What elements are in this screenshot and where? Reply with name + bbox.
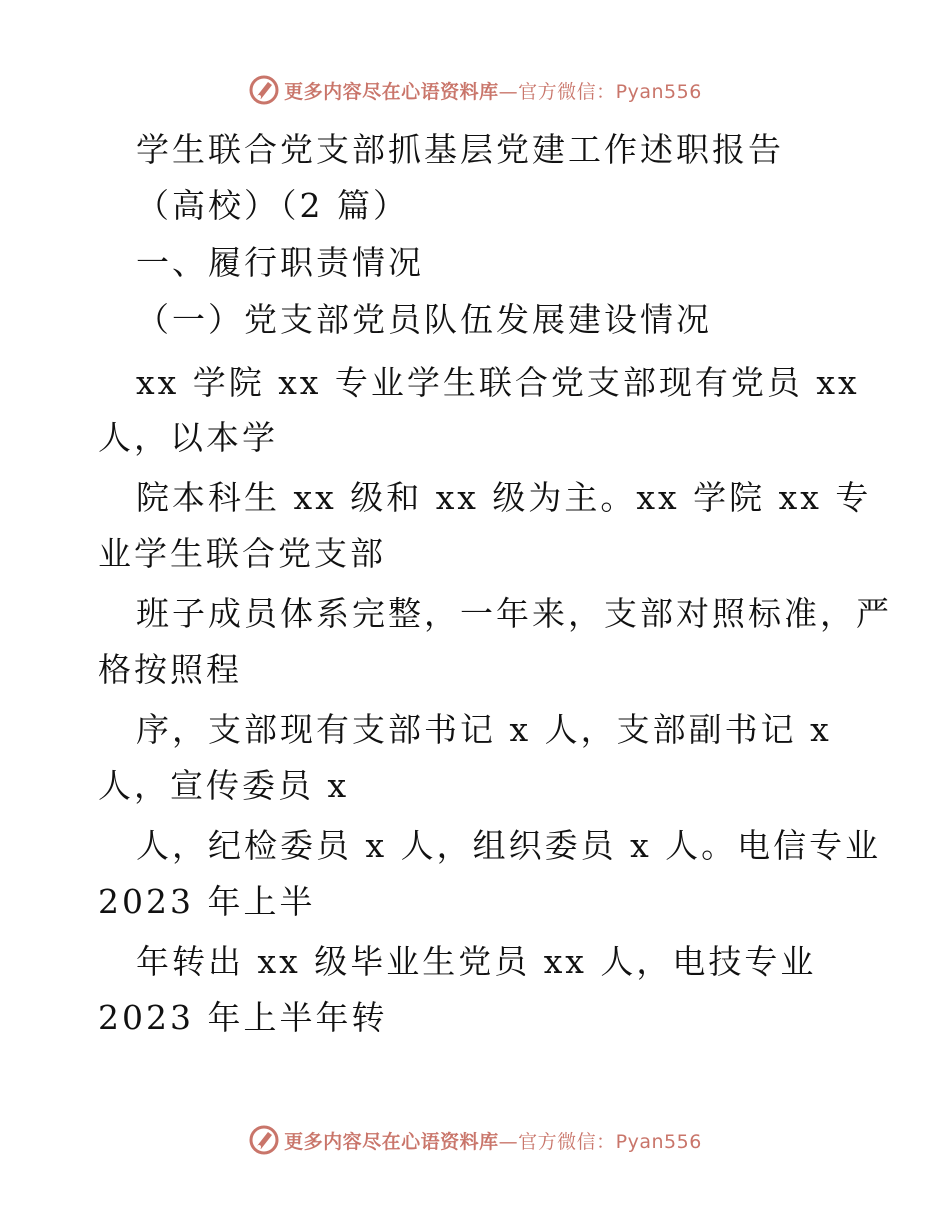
paragraph-line: 序，支部现有支部书记 x 人，支部副书记 x bbox=[136, 710, 832, 749]
watermark-text: 更多内容尽在心语资料库—官方微信：Pyan556 bbox=[284, 1130, 702, 1153]
pen-circle-logo-icon bbox=[248, 74, 280, 106]
paragraph-line: 格按照程 bbox=[98, 650, 242, 689]
paragraph-line: 人，以本学 bbox=[98, 418, 278, 457]
header-watermark bbox=[0, 70, 950, 110]
doc-title-line-2: （高校）（2 篇） bbox=[136, 186, 409, 225]
doc-title-line-1: 学生联合党支部抓基层党建工作述职报告 bbox=[136, 130, 784, 169]
paragraph-line: 2023 年上半年转 bbox=[98, 998, 388, 1037]
footer-watermark bbox=[0, 1120, 950, 1160]
pen-circle-logo-icon bbox=[248, 1124, 280, 1156]
watermark-text: 更多内容尽在心语资料库—官方微信：Pyan556 bbox=[284, 80, 702, 103]
paragraph-line: 业学生联合党支部 bbox=[98, 534, 386, 573]
paragraph-line: 年转出 xx 级毕业生党员 xx 人，电技专业 bbox=[136, 942, 817, 981]
paragraph-line: 人，纪检委员 x 人，组织委员 x 人。电信专业 bbox=[136, 826, 882, 865]
paragraph-line: 班子成员体系完整，一年来，支部对照标准，严 bbox=[136, 594, 892, 633]
subsection-heading: （一）党支部党员队伍发展建设情况 bbox=[136, 300, 712, 339]
section-heading: 一、履行职责情况 bbox=[136, 243, 424, 282]
paragraph-line: 2023 年上半 bbox=[98, 882, 316, 921]
paragraph-line: 院本科生 xx 级和 xx 级为主。xx 学院 xx 专 bbox=[136, 478, 872, 517]
paragraph-line: xx 学院 xx 专业学生联合党支部现有党员 xx bbox=[136, 363, 860, 402]
paragraph-line: 人，宣传委员 x bbox=[98, 766, 350, 805]
